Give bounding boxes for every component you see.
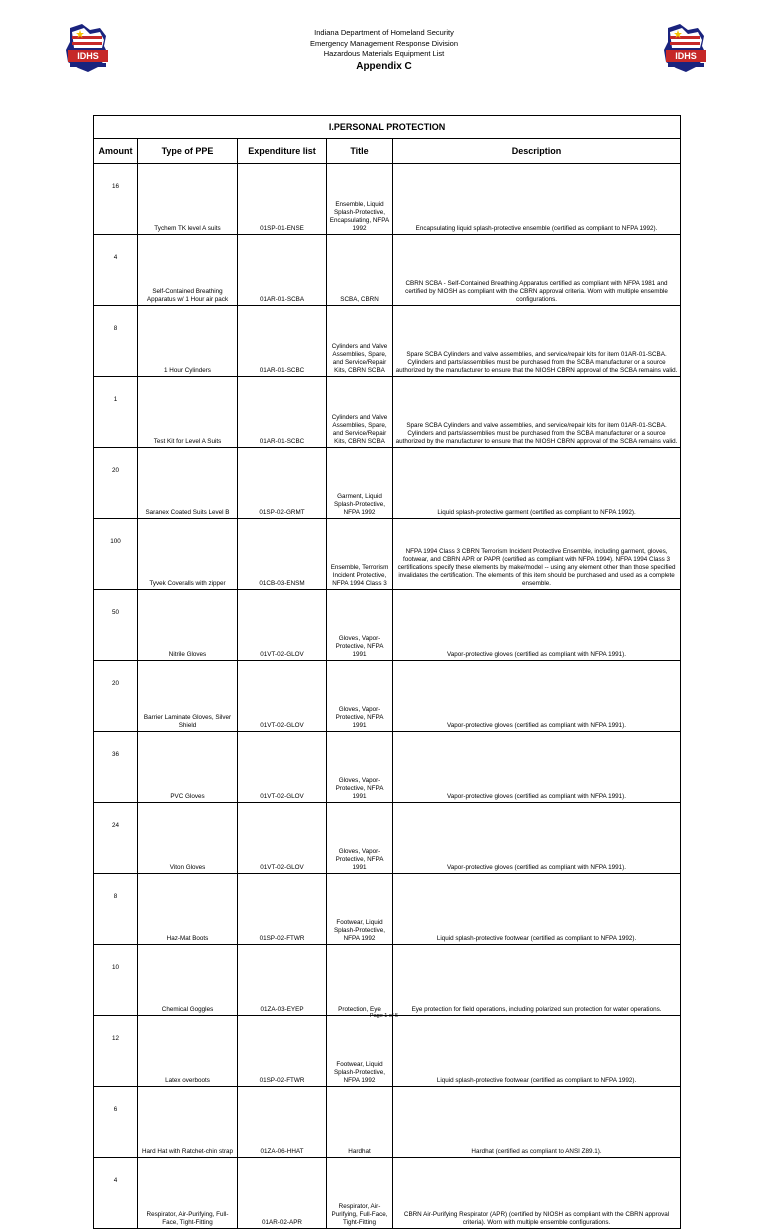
cell-title: Gloves, Vapor-Protective, NFPA 1991 — [327, 732, 393, 803]
cell-title: Gloves, Vapor-Protective, NFPA 1991 — [327, 590, 393, 661]
cell-amount: 100 — [94, 519, 138, 590]
cell-expenditure: 01AR-01-SCBC — [238, 377, 327, 448]
cell-title: Gloves, Vapor-Protective, NFPA 1991 — [327, 803, 393, 874]
cell-ppe: Latex overboots — [138, 1016, 238, 1087]
cell-expenditure: 01SP-02-FTWR — [238, 1016, 327, 1087]
table-row — [94, 945, 681, 1016]
cell-amount: 16 — [94, 164, 138, 235]
cell-amount: 8 — [94, 874, 138, 945]
cell-expenditure: 01ZA-03-EYEP — [238, 945, 327, 1016]
table-row — [94, 1087, 681, 1158]
cell-amount: 8 — [94, 306, 138, 377]
header-line-agency: Indiana Department of Homeland Security — [314, 28, 454, 37]
table-row — [94, 448, 681, 519]
table-row — [94, 590, 681, 661]
table-row — [94, 661, 681, 732]
cell-description: Vapor-protective gloves (certified as compliant with NFPA 1991). — [393, 803, 681, 874]
cell-amount: 6 — [94, 1087, 138, 1158]
cell-amount: 10 — [94, 945, 138, 1016]
cell-description: Liquid splash-protective footwear (certified as compliant to NFPA 1992). — [393, 1016, 681, 1087]
cell-expenditure: 01AR-02-APR — [238, 1158, 327, 1229]
table-row — [94, 732, 681, 803]
cell-description: NFPA 1994 Class 3 CBRN Terrorism Incident Protective Ensemble, including garment, gloves, footwear, and CBRN APR or PAPR (certified as compliant with NFPA 1994). NFPA 1994 Class 3 certifications specify these elements by make/model -- using any element other than those specified invalidates the certification. The elements of this item should be purchased and used as a complete ensemble. — [393, 519, 681, 590]
cell-expenditure: 01AR-01-SCBC — [238, 306, 327, 377]
table-row — [94, 377, 681, 448]
cell-ppe: Hard Hat with Ratchet-chin strap — [138, 1087, 238, 1158]
col-header-expenditure: Expenditure list — [238, 139, 327, 164]
cell-description: Spare SCBA Cylinders and valve assemblies, and service/repair kits for item 01AR-01-SCBA. Cylinders and parts/assemblies must be purchased from the SCBA manufacturer or a source authorized by the manufacturer to ensure that the NIOSH CBRN approval of the SCBA remains valid. — [393, 377, 681, 448]
cell-amount: 20 — [94, 661, 138, 732]
cell-amount: 4 — [94, 235, 138, 306]
ppe-table — [93, 115, 681, 1229]
cell-ppe: Chemical Goggles — [138, 945, 238, 1016]
cell-title: Cylinders and Valve Assemblies, Spare, and Service/Repair Kits, CBRN SCBA — [327, 377, 393, 448]
cell-title: Gloves, Vapor-Protective, NFPA 1991 — [327, 661, 393, 732]
cell-ppe: Tychem TK level A suits — [138, 164, 238, 235]
cell-expenditure: 01AR-01-SCBA — [238, 235, 327, 306]
table-row — [94, 874, 681, 945]
cell-expenditure: 01CB-03-ENSM — [238, 519, 327, 590]
col-header-description: Description — [393, 139, 681, 164]
cell-ppe: Saranex Coated Suits Level B — [138, 448, 238, 519]
cell-description: CBRN Air-Purifying Respirator (APR) (certified by NIOSH as compliant with the CBRN approval criteria). Worn with multiple ensemble configurations. — [393, 1158, 681, 1229]
cell-amount: 1 — [94, 377, 138, 448]
cell-ppe: PVC Gloves — [138, 732, 238, 803]
cell-description: CBRN SCBA - Self-Contained Breathing Apparatus certified as compliant with NFPA 1981 and certified by NIOSH as compliant with the CBRN approval criteria. Worn with multiple ensemble configurations. — [393, 235, 681, 306]
cell-amount: 24 — [94, 803, 138, 874]
table-row — [94, 519, 681, 590]
cell-title: Footwear, Liquid Splash-Protective, NFPA 1992 — [327, 874, 393, 945]
header-line-division: Emergency Management Response Division — [310, 38, 458, 48]
cell-expenditure: 01SP-01-ENSE — [238, 164, 327, 235]
cell-title: Garment, Liquid Splash-Protective, NFPA 1992 — [327, 448, 393, 519]
cell-title: Cylinders and Valve Assemblies, Spare, and Service/Repair Kits, CBRN SCBA — [327, 306, 393, 377]
cell-ppe: 1 Hour Cylinders — [138, 306, 238, 377]
cell-expenditure: 01VT-02-GLOV — [238, 661, 327, 732]
cell-description: Vapor-protective gloves (certified as compliant with NFPA 1991). — [393, 732, 681, 803]
cell-amount: 4 — [94, 1158, 138, 1229]
table-row — [94, 1016, 681, 1087]
col-header-amount: Amount — [94, 139, 138, 164]
cell-title: Respirator, Air-Purifying, Full-Face, Tight-Fitting — [327, 1158, 393, 1229]
cell-expenditure: 01VT-02-GLOV — [238, 732, 327, 803]
table-row — [94, 306, 681, 377]
cell-ppe: Nitrile Gloves — [138, 590, 238, 661]
cell-expenditure: 01SP-02-GRMT — [238, 448, 327, 519]
cell-ppe: Haz-Mat Boots — [138, 874, 238, 945]
cell-title: Hardhat — [327, 1087, 393, 1158]
cell-description: Vapor-protective gloves (certified as compliant with NFPA 1991). — [393, 590, 681, 661]
table-row — [94, 803, 681, 874]
cell-expenditure: 01SP-02-FTWR — [238, 874, 327, 945]
cell-ppe: Barrier Laminate Gloves, Silver Shield — [138, 661, 238, 732]
cell-description: Spare SCBA Cylinders and valve assemblies, and service/repair kits for item 01AR-01-SCBA. Cylinders and parts/assemblies must be purchased from the SCBA manufacturer or a source authorized by the manufacturer to ensure that the NIOSH CBRN approval of the SCBA remains valid. — [393, 306, 681, 377]
cell-title: SCBA, CBRN — [327, 235, 393, 306]
cell-expenditure: 01ZA-06-HHAT — [238, 1087, 327, 1158]
cell-title: Ensemble, Liquid Splash-Protective, Encapsulating, NFPA 1992 — [327, 164, 393, 235]
cell-title: Footwear, Liquid Splash-Protective, NFPA 1992 — [327, 1016, 393, 1087]
table-row — [94, 1158, 681, 1229]
cell-description: Encapsulating liquid splash-protective ensemble (certified as compliant to NFPA 1992). — [393, 164, 681, 235]
cell-expenditure: 01VT-02-GLOV — [238, 590, 327, 661]
cell-description: Liquid splash-protective footwear (certified as compliant to NFPA 1992). — [393, 874, 681, 945]
section-title: I.PERSONAL PROTECTION — [94, 116, 681, 139]
cell-ppe: Test Kit for Level A Suits — [138, 377, 238, 448]
header-appendix: Appendix C — [356, 60, 412, 72]
cell-title: Protection, Eye — [327, 945, 393, 1016]
cell-ppe: Respirator, Air-Purifying, Full-Face, Tight-Fitting — [138, 1158, 238, 1229]
cell-amount: 36 — [94, 732, 138, 803]
col-header-type: Type of PPE — [138, 139, 238, 164]
cell-description: Liquid splash-protective garment (certified as compliant to NFPA 1992). — [393, 448, 681, 519]
cell-description: Hardhat (certified as compliant to ANSI Z89.1). — [393, 1087, 681, 1158]
page-number: Page 1 of 5 — [369, 1013, 399, 1019]
cell-description: Eye protection for field operations, including polarized sun protection for water operations. — [393, 945, 681, 1016]
cell-expenditure: 01VT-02-GLOV — [238, 803, 327, 874]
cell-ppe: Self-Contained Breathing Apparatus w/ 1 Hour air pack — [138, 235, 238, 306]
document-header — [0, 28, 768, 73]
cell-ppe: Viton Gloves — [138, 803, 238, 874]
table-row — [94, 235, 681, 306]
table-row — [94, 164, 681, 235]
cell-description: Vapor-protective gloves (certified as compliant with NFPA 1991). — [393, 661, 681, 732]
cell-amount: 20 — [94, 448, 138, 519]
cell-ppe: Tyvek Coveralls with zipper — [138, 519, 238, 590]
svg-text:IDHS: IDHS — [675, 51, 697, 61]
cell-amount: 12 — [94, 1016, 138, 1087]
svg-text:IDHS: IDHS — [77, 51, 99, 61]
cell-title: Ensemble, Terrorism Incident Protective, NFPA 1994 Class 3 — [327, 519, 393, 590]
header-line-list: Hazardous Materials Equipment List — [323, 49, 445, 58]
cell-amount: 50 — [94, 590, 138, 661]
col-header-title: Title — [327, 139, 393, 164]
